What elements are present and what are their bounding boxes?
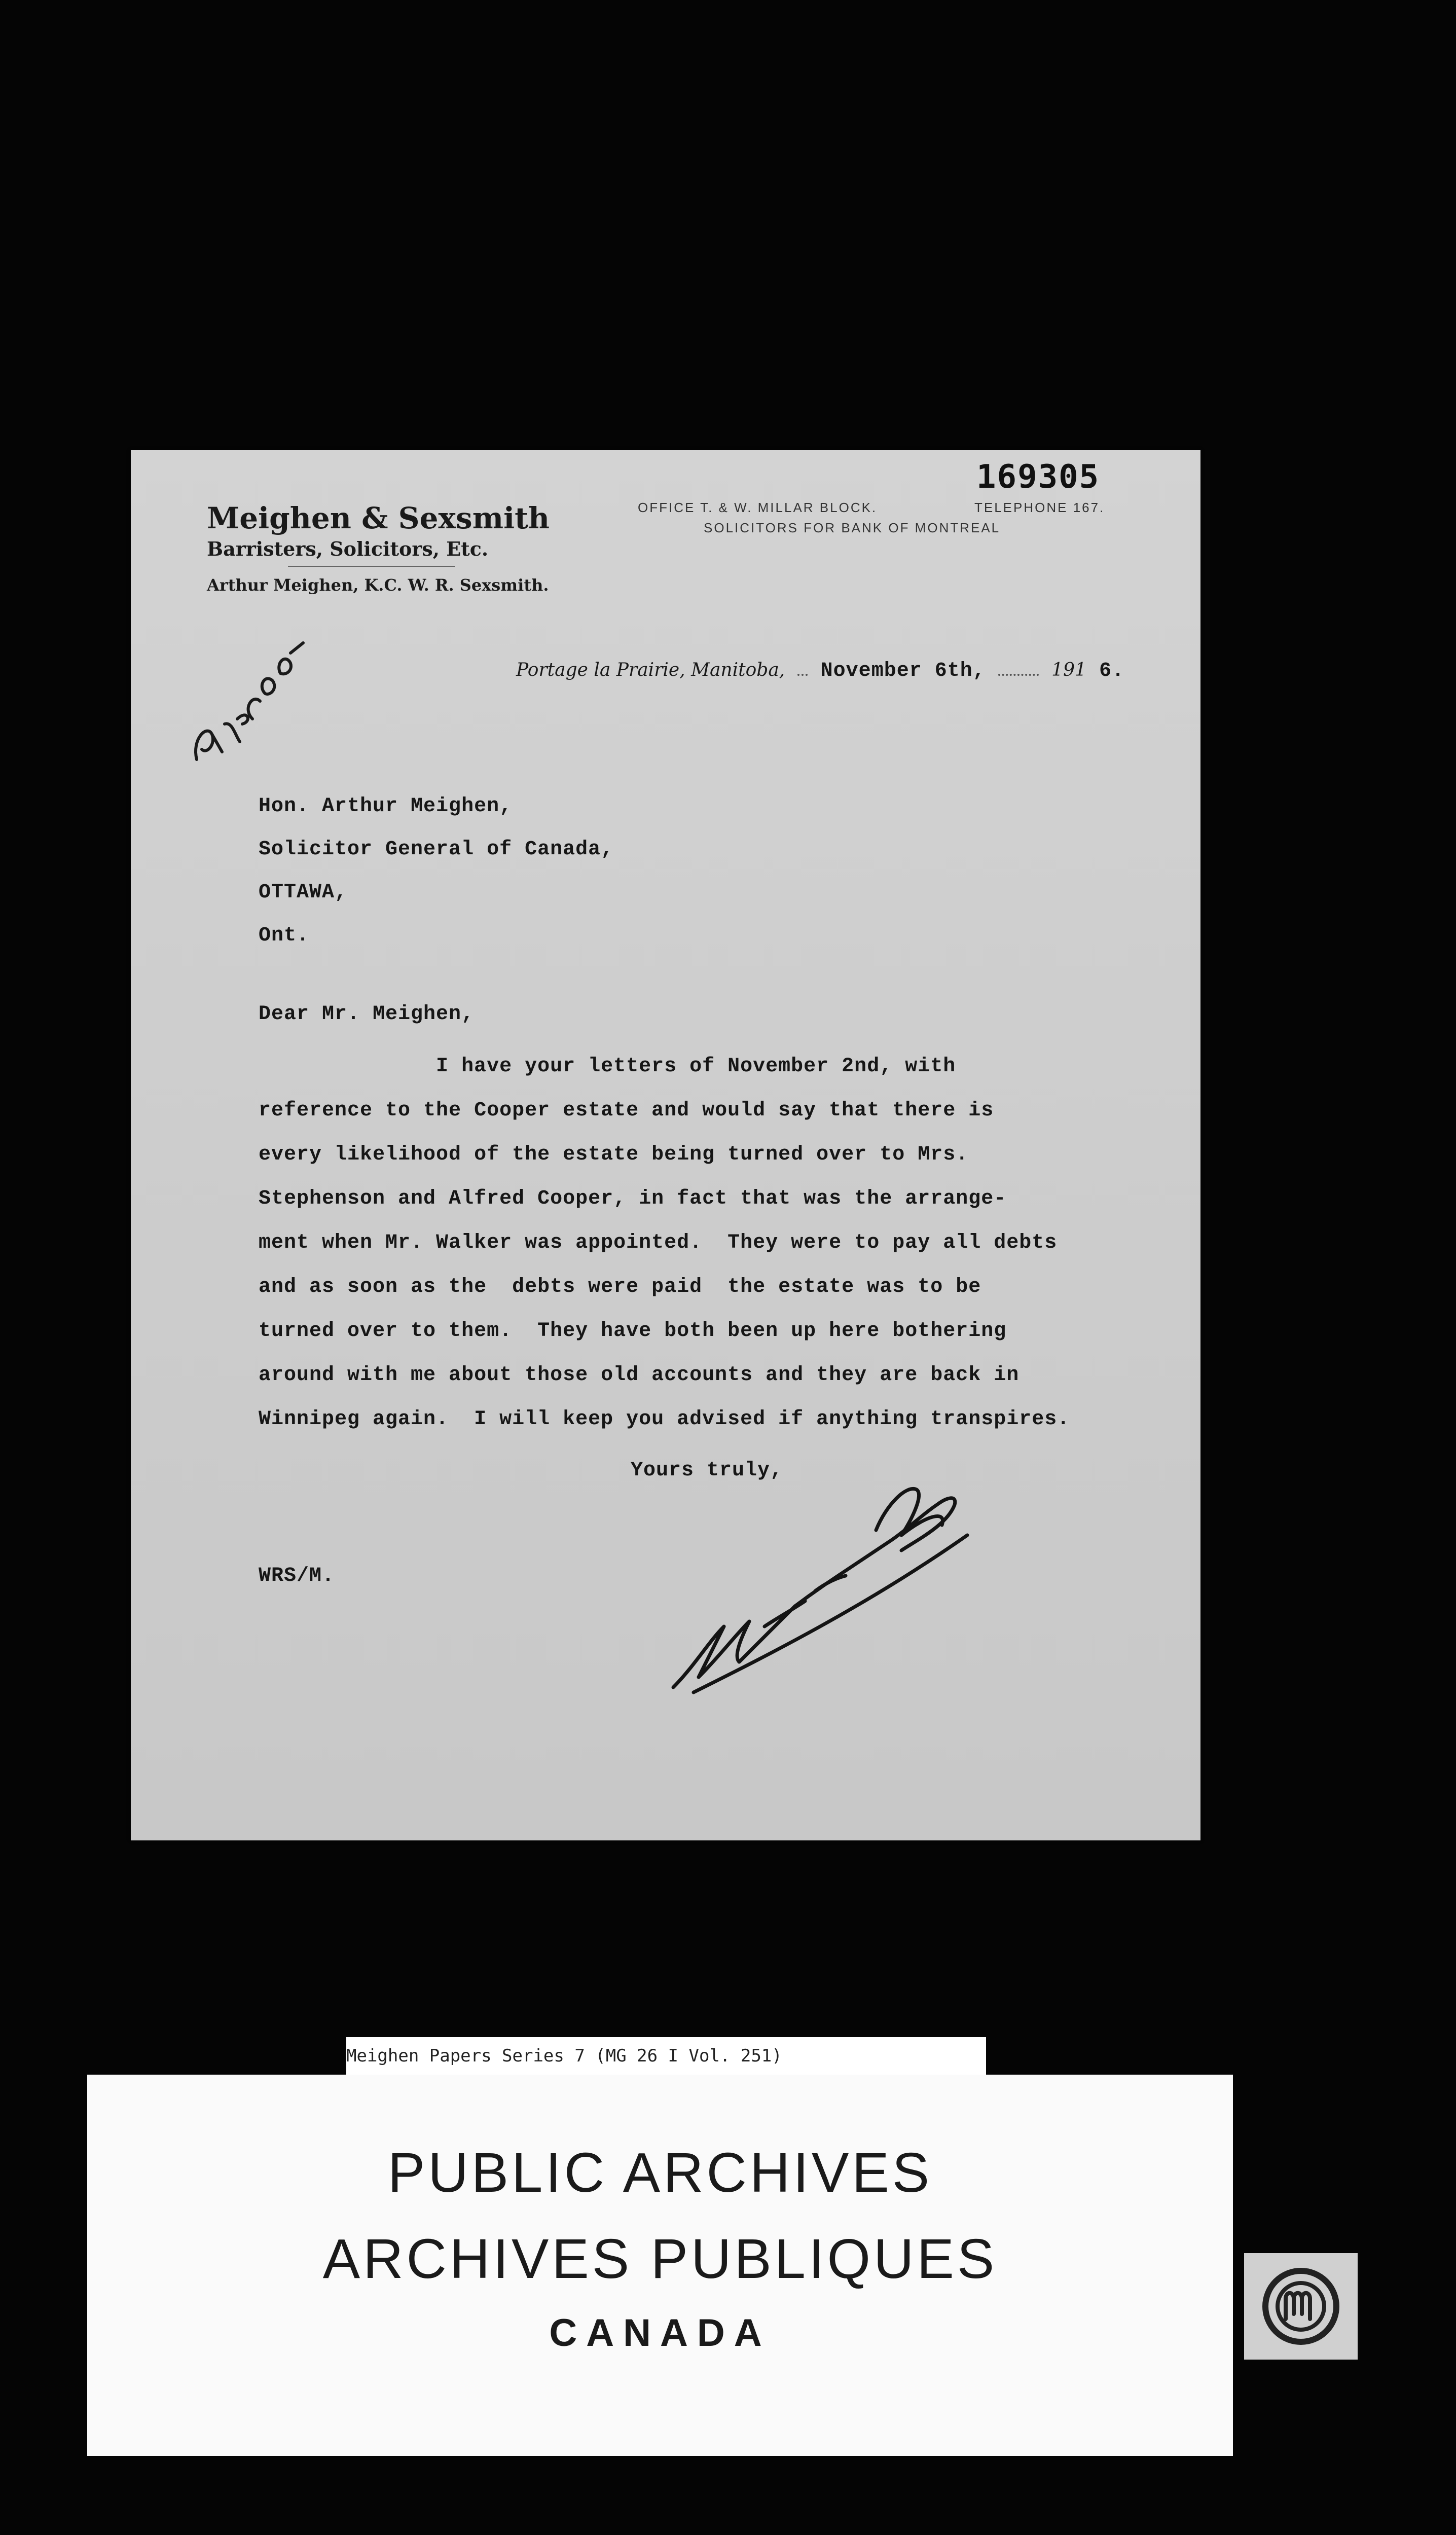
archive-card-line3: CANADA [549, 2311, 771, 2355]
typist-initials: WRS/M. [259, 1565, 335, 1587]
microfilm-logo-icon [1244, 2253, 1358, 2360]
archive-card-line1: PUBLIC ARCHIVES [387, 2142, 933, 2204]
addressee-line: Solicitor General of Canada, [259, 838, 614, 861]
addressee-block [259, 785, 613, 957]
serial-number: 169305 [976, 458, 1100, 496]
handwritten-note [176, 633, 308, 765]
year-suffix: 6. [1099, 660, 1125, 682]
body-line: turned over to them. They have both been up here bothering [259, 1320, 1007, 1343]
body-line: reference to the Cooper estate and would say that there is [259, 1099, 994, 1122]
letterhead-divider [288, 566, 455, 567]
body-line: Stephenson and Alfred Cooper, in fact that was the arrange- [259, 1187, 1007, 1210]
body-line: and as soon as the debts were paid the estate was to be [259, 1276, 981, 1298]
firm-subtitle: Barristers, Solicitors, Etc. [207, 537, 489, 560]
solicitors-note: SOLICITORS FOR BANK OF MONTREAL [704, 520, 1001, 535]
place-date [516, 658, 1124, 682]
firm-partners: Arthur Meighen, K.C. W. R. Sexsmith. [207, 575, 549, 595]
addressee-line: Hon. Arthur Meighen, [259, 795, 513, 818]
body-line: every likelihood of the estate being turned over to Mrs. [259, 1143, 969, 1166]
date: November 6th, [820, 660, 986, 682]
archive-label: Meighen Papers Series 7 (MG 26 I Vol. 251) [346, 2037, 986, 2075]
archive-card-line2: ARCHIVES PUBLIQUES [322, 2228, 998, 2290]
signature [663, 1474, 977, 1697]
letterhead-firm [207, 501, 550, 595]
office-address: OFFICE T. & W. MILLAR BLOCK. [638, 500, 878, 515]
addressee-line: Ont. [259, 924, 310, 947]
addressee-line: OTTAWA, [259, 881, 348, 904]
closing: Yours truly, [631, 1459, 783, 1482]
body-line: I have your letters of November 2nd, with [259, 1055, 956, 1078]
place: Portage la Prairie, Manitoba, [516, 660, 785, 680]
archive-card [87, 2075, 1233, 2456]
body-line: Winnipeg again. I will keep you advised if anything transpires. [259, 1408, 1070, 1431]
body-line: ment when Mr. Walker was appointed. They were to pay all debts [259, 1232, 1058, 1254]
letter-body [259, 1044, 1070, 1441]
telephone: TELEPHONE 167. [974, 500, 1105, 515]
letter-page [131, 450, 1200, 1840]
salutation: Dear Mr. Meighen, [259, 1003, 475, 1026]
body-line: around with me about those old accounts and they are back in [259, 1364, 1020, 1387]
year-prefix: 191 [1051, 660, 1086, 680]
firm-name: Meighen & Sexsmith [207, 501, 550, 535]
